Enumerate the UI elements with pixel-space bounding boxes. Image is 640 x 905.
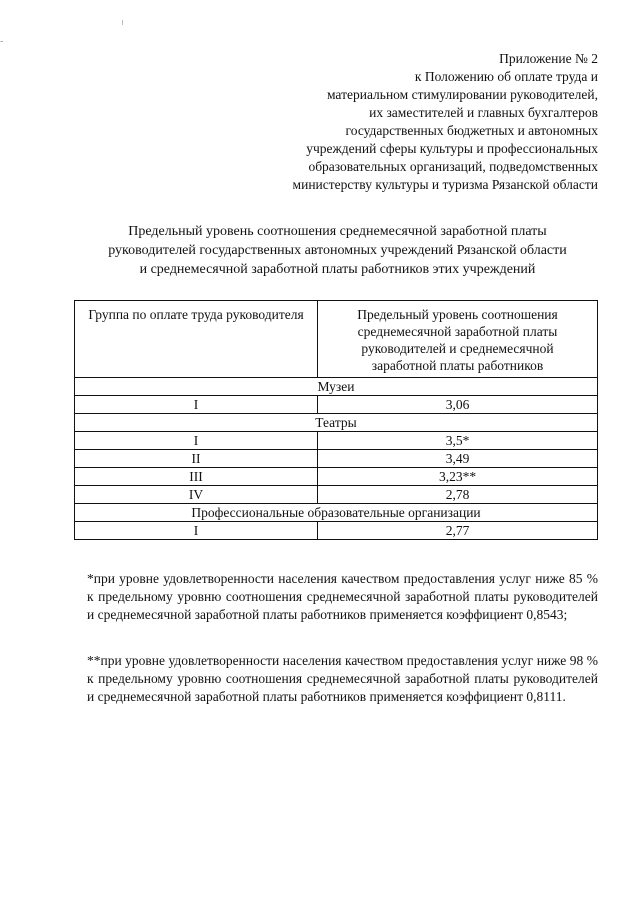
group-cell: I <box>75 432 318 450</box>
value-cell: 2,78 <box>318 486 598 504</box>
ratio-header-line: руководителей и среднемесячной <box>361 341 554 356</box>
header-line: к Положению об оплате труда и <box>414 69 598 84</box>
header-line: образовательных организаций, подведомственных <box>308 159 598 174</box>
footnote-double-asterisk: **при уровне удовлетворенности населения качеством предоставления услуг ниже 98 % к предельному уровню соотношения среднемесячной заработной платы руководителей и среднемесячной заработной платы работников применяется коэффициент 0,8111. <box>87 652 598 704</box>
section-theatres: Театры <box>75 414 598 432</box>
ratio-column-header <box>318 301 598 378</box>
section-row <box>75 414 598 432</box>
value-cell: 3,06 <box>318 396 598 414</box>
table-row <box>75 396 598 414</box>
table-row <box>75 432 598 450</box>
group-cell: II <box>75 450 318 468</box>
header-line: учреждений сферы культуры и профессиональных <box>306 141 598 156</box>
value-cell: 2,77 <box>318 522 598 540</box>
table-row <box>75 468 598 486</box>
scan-tick <box>122 20 123 25</box>
group-column-header: Группа по оплате труда руководителя <box>75 301 318 378</box>
group-cell: I <box>75 522 318 540</box>
footnote-single-asterisk: *при уровне удовлетворенности населения качеством предоставления услуг ниже 85 % к предельному уровню соотношения среднемесячной заработной платы руководителей и среднемесячной заработной платы работников применяется коэффициент 0,8543; <box>87 570 598 622</box>
section-row <box>75 378 598 396</box>
header-line: их заместителей и главных бухгалтеров <box>369 105 598 120</box>
header-line: министерству культуры и туризма Рязанской области <box>292 177 598 192</box>
table-row <box>75 522 598 540</box>
title-line: руководителей государственных автономных учреждений Рязанской области <box>108 243 567 258</box>
section-row <box>75 504 598 522</box>
ratio-header-line: заработной платы работников <box>371 358 544 373</box>
group-cell: I <box>75 396 318 414</box>
table-row <box>75 486 598 504</box>
header-line: государственных бюджетных и автономных <box>345 123 598 138</box>
document-title <box>60 222 615 279</box>
ratio-header-line: среднемесячной заработной платы <box>357 324 558 339</box>
title-line: Предельный уровень соотношения среднемесячной заработной платы <box>128 224 547 239</box>
ratio-table <box>74 300 598 540</box>
table-header-row <box>75 301 598 378</box>
table-row <box>75 450 598 468</box>
margin-mark: - <box>0 36 4 47</box>
ratio-header-line: Предельный уровень соотношения <box>357 307 558 322</box>
appendix-header <box>238 50 598 194</box>
value-cell: 3,5* <box>318 432 598 450</box>
section-professional-education: Профессиональные образовательные организации <box>75 504 598 522</box>
value-cell: 3,49 <box>318 450 598 468</box>
header-line: материальном стимулировании руководителей, <box>326 87 598 102</box>
group-cell: III <box>75 468 318 486</box>
title-line: и среднемесячной заработной платы работников этих учреждений <box>139 262 536 277</box>
section-museums: Музеи <box>75 378 598 396</box>
group-cell: IV <box>75 486 318 504</box>
header-line: Приложение № 2 <box>499 51 598 66</box>
value-cell: 3,23** <box>318 468 598 486</box>
